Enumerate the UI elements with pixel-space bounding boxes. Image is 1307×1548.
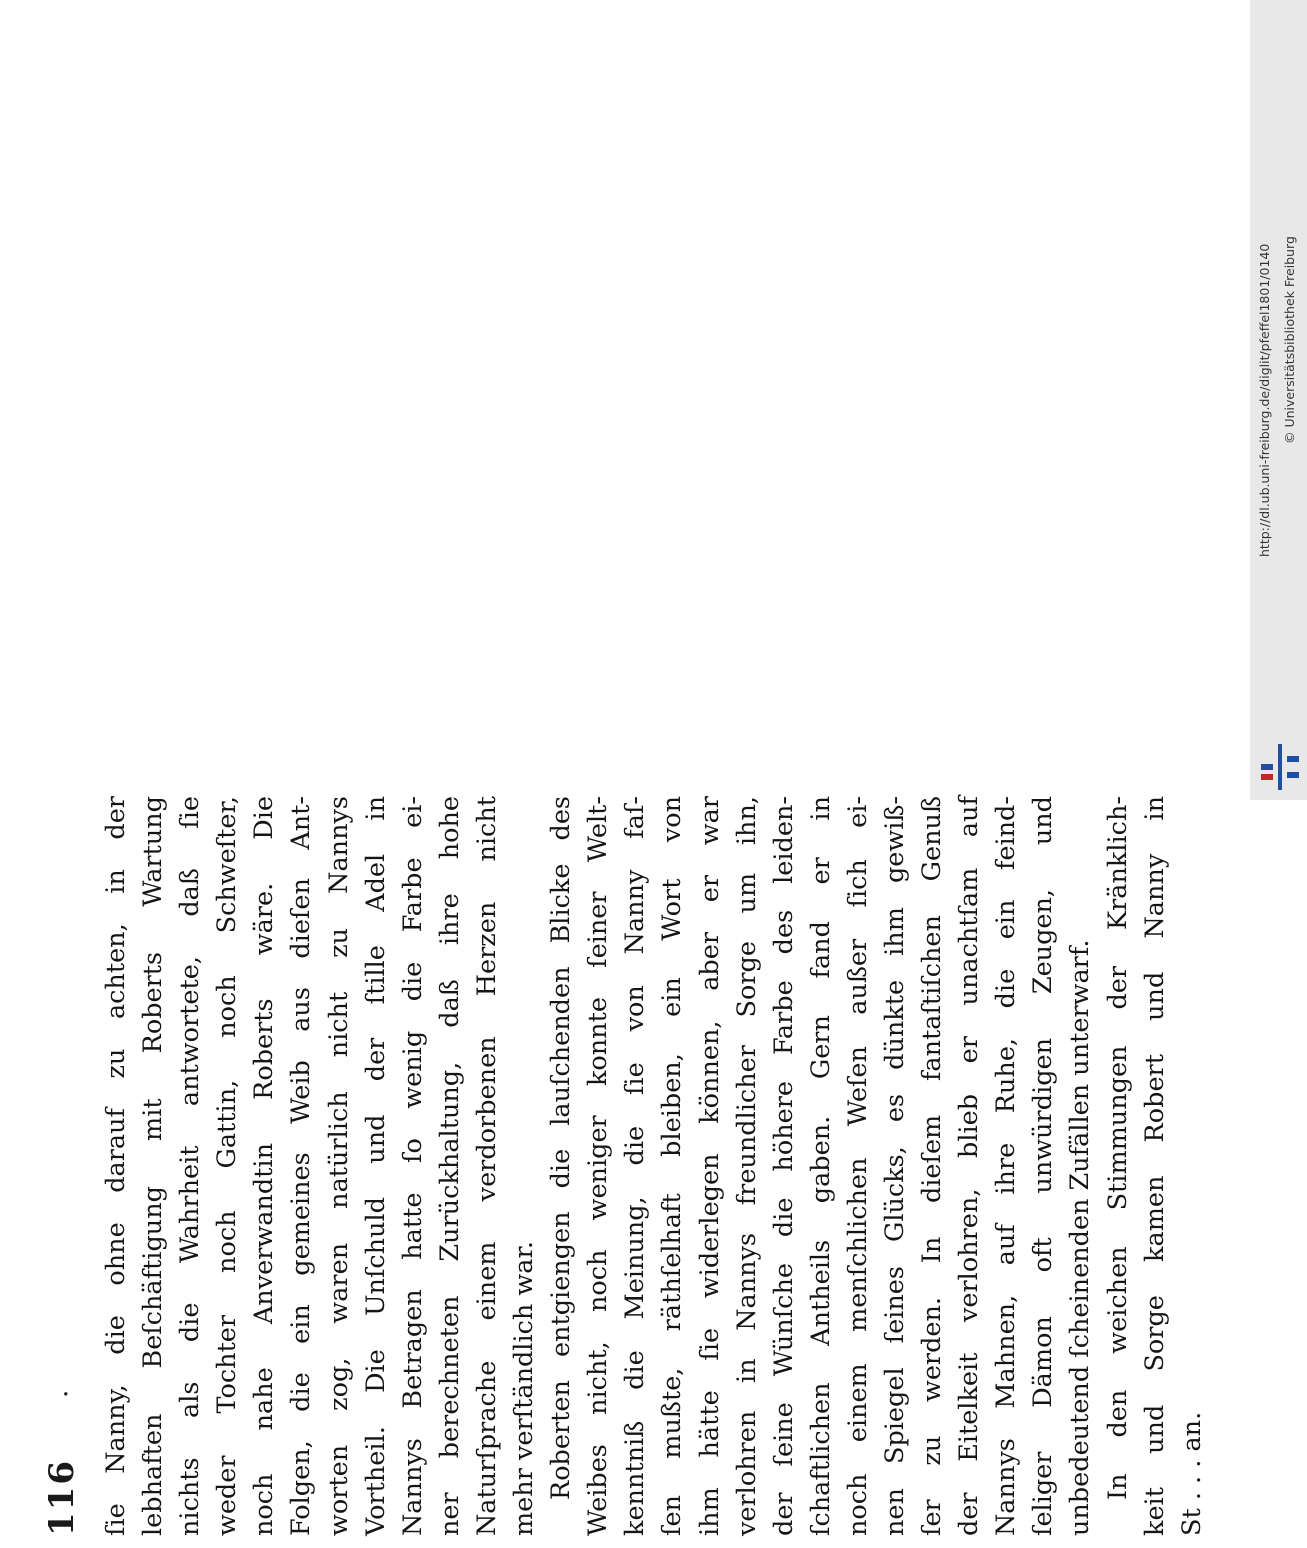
body-text [98,796,1211,1536]
text-line: ſen mußte, räthſelhaft bleiben, ein Wort von [657,796,688,1536]
text-line: Folgen, die ein gemeines Weib aus dieſen Ant- [286,796,317,1536]
text-line: ſchaftlichen Antheils gaben. Gern fand er in [805,796,836,1536]
text-line: In den weichen Stimmungen der Kränklich- [1102,796,1133,1500]
text-line: unbedeutend ſcheinenden Zufällen unterwarf. [1065,939,1096,1536]
text-line: lebhaften Beſchäftigung mit Roberts Wartung [138,796,169,1536]
ub-freiburg-logo-icon [1259,742,1301,792]
text-line: ihm hätte ſie widerlegen können, aber er war [694,796,725,1536]
text-line: Vortheil. Die Unſchuld und der ſtille Adel in [360,796,391,1536]
text-line: der Eitelkeit verlohren, blieb er unachtſam auf [954,796,985,1536]
page-content [24,788,1207,1548]
text-line: mehr verſtändlich war. [509,1241,540,1536]
text-line: ſie Nanny, die ohne darauf zu achten, in der [101,796,131,1536]
copyright-text: © Universitätsbibliothek Freiburg [1282,236,1297,444]
text-line: ſeliger Dämon oft unwürdigen Zeugen, und [1028,796,1059,1536]
page-mark: . [44,1389,74,1398]
text-line: ſer zu werden. In dieſem fantaſtiſchen Genuß [917,796,948,1536]
text-line: der ſeine Wünſche die höhere Farbe des leiden- [768,796,799,1536]
page-url[interactable]: http://dl.ub.uni-freiburg.de/diglit/pfeffel1801/0140 [1257,243,1272,557]
text-line: kenntniß die Meinung, die ſie von Nanny faſ- [620,796,651,1536]
text-line: Weibes nicht, noch weniger konnte ſeiner Welt- [583,796,614,1536]
text-line: noch einem menſchlichen Weſen außer ſich ei- [842,796,873,1536]
logo-bar-right-bottom [1287,772,1299,778]
rotated-page-content [24,788,1207,1548]
logo-bar-left [1261,764,1273,770]
text-line: Nannys Mahnen, auf ihre Ruhe, die ein feind- [991,796,1022,1536]
text-line: Roberten entgiengen die lauſchenden Blicke des [546,796,577,1500]
text-line: worten zog, waren natürlich nicht zu Nannys [323,796,354,1536]
logo-bar-vertical [1278,744,1282,790]
text-line: noch nahe Anverwandtin Roberts wäre. Die [249,796,280,1536]
text-line: verlohren in Nannys freundlicher Sorge um ihn, [731,796,762,1536]
text-line: ner berechneten Zurückhaltung, daß ihre hohe [434,796,465,1536]
page-number: 116 [42,1459,82,1536]
text-line: Nannys Betragen hatte ſo wenig die Farbe ei- [397,796,428,1536]
logo-bar-red [1261,774,1273,780]
text-line: St . . . an. [1176,1411,1207,1536]
logo-bar-right-top [1287,756,1299,762]
text-line: nen Spiegel ſeines Glücks, es dünkte ihm gewiß- [879,796,910,1536]
text-line: weder Tochter noch Gattin, noch Schweſter, [212,796,243,1536]
text-line: nichts als die Wahrheit antwortete, daß ſie [175,796,206,1536]
text-line: keit und Sorge kamen Robert und Nanny in [1139,796,1170,1536]
text-line: Naturſprache einem verdorbenen Herzen nicht [471,796,502,1536]
